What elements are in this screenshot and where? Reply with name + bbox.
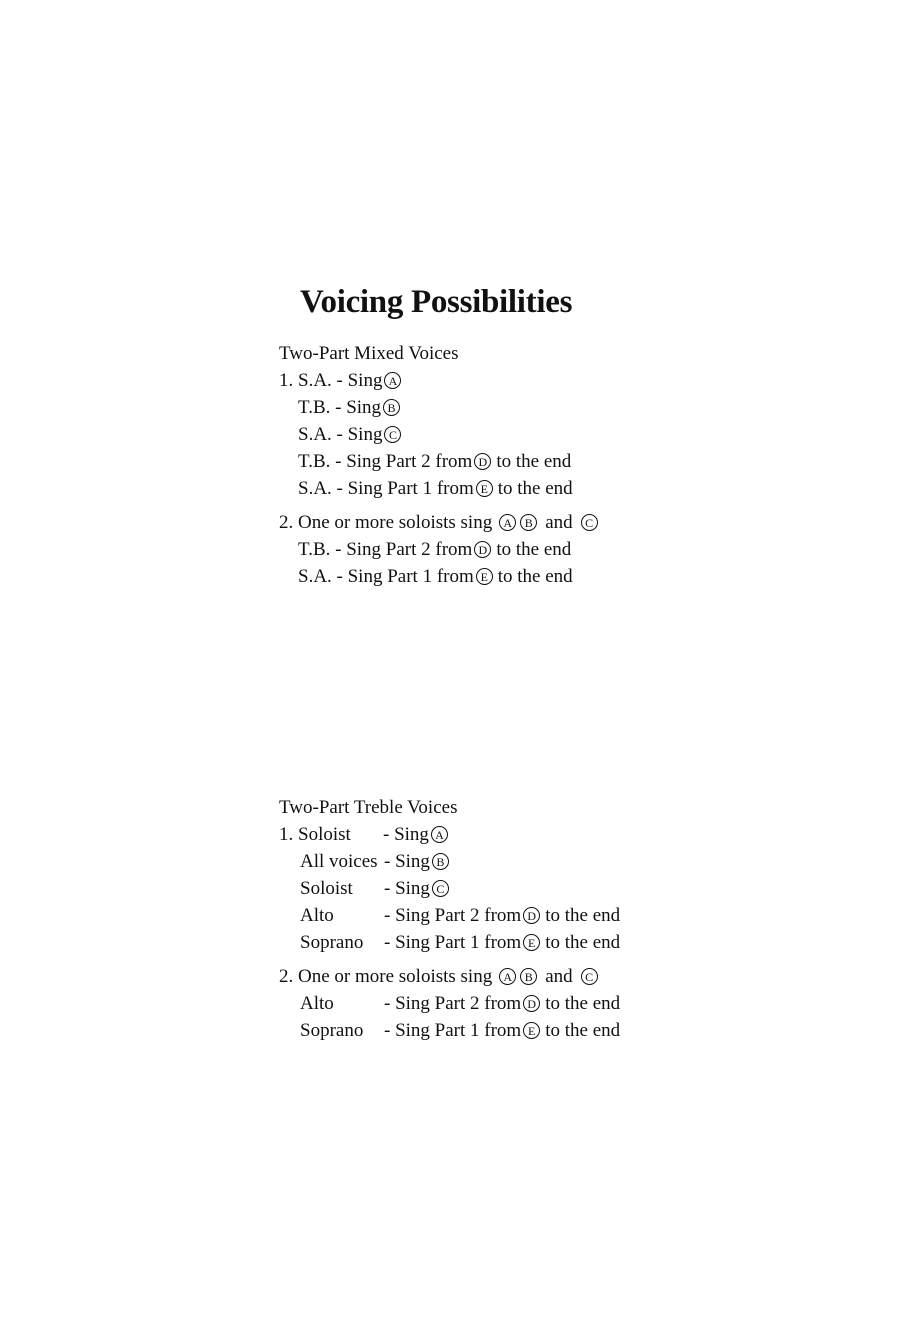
mixed-option-1-line-3 [279, 421, 600, 448]
instruction-text: S.A. - Sing Part 1 from [298, 566, 474, 587]
rehearsal-mark-b-icon: B [520, 514, 537, 531]
instruction-tail: to the end [496, 539, 572, 560]
mixed-voices-section [279, 340, 600, 590]
instruction-text: - Sing Part 1 from [384, 932, 522, 953]
instruction-text: S.A. - Sing Part 1 from [298, 478, 474, 499]
instruction-tail: to the end [545, 1020, 621, 1041]
mixed-option-2-intro [279, 509, 600, 536]
voice-role: Alto [300, 993, 334, 1014]
instruction-text: One or more soloists sing [298, 512, 493, 533]
rehearsal-mark-d-icon: D [523, 907, 540, 924]
mixed-option-1-line-2 [279, 394, 600, 421]
rehearsal-mark-b-icon: B [520, 968, 537, 985]
instruction-text: - Sing [383, 824, 429, 845]
option-number: 2. [279, 512, 294, 533]
instruction-tail: to the end [497, 566, 573, 587]
option-number: 1. [279, 370, 294, 391]
voice-role: All voices [300, 851, 378, 872]
page-title: Voicing Possibilities [300, 284, 573, 320]
instruction-text: T.B. - Sing [298, 397, 382, 418]
section-heading: Two-Part Mixed Voices [279, 343, 459, 364]
rehearsal-mark-e-icon: E [476, 480, 493, 497]
instruction-text: - Sing Part 1 from [384, 1020, 522, 1041]
option-number: 2. [279, 966, 294, 987]
voice-role: Soprano [300, 932, 364, 953]
rehearsal-mark-d-icon: D [523, 995, 540, 1012]
rehearsal-mark-c-icon: C [581, 968, 598, 985]
conjunction-text: and [545, 512, 573, 533]
rehearsal-mark-a-icon: A [499, 968, 516, 985]
rehearsal-mark-a-icon: A [384, 372, 401, 389]
mixed-option-2-line-2 [279, 563, 600, 590]
mixed-option-1-line-5 [279, 475, 600, 502]
rehearsal-mark-d-icon: D [474, 453, 491, 470]
voice-role: Alto [300, 905, 334, 926]
instruction-text: - Sing Part 2 from [384, 993, 522, 1014]
option-number: 1. [279, 824, 294, 845]
mixed-option-1-line-1 [279, 367, 600, 394]
instruction-text: - Sing Part 2 from [384, 905, 522, 926]
rehearsal-mark-b-icon: B [383, 399, 400, 416]
rehearsal-mark-c-icon: C [581, 514, 598, 531]
treble-voices-section [279, 794, 620, 1044]
voice-role: Soloist [300, 878, 353, 899]
instruction-text: T.B. - Sing Part 2 from [298, 451, 473, 472]
conjunction-text: and [545, 966, 573, 987]
instruction-tail: to the end [545, 993, 621, 1014]
rehearsal-mark-b-icon: B [432, 853, 449, 870]
treble-option-1-line-4 [279, 902, 620, 929]
instruction-text: S.A. - Sing [298, 370, 383, 391]
rehearsal-mark-e-icon: E [523, 1022, 540, 1039]
rehearsal-mark-e-icon: E [476, 568, 493, 585]
rehearsal-mark-d-icon: D [474, 541, 491, 558]
treble-option-1-line-5 [279, 929, 620, 956]
instruction-text: - Sing [384, 851, 430, 872]
treble-option-2-line-1 [279, 990, 620, 1017]
instruction-tail: to the end [496, 451, 572, 472]
instruction-text: S.A. - Sing [298, 424, 383, 445]
rehearsal-mark-e-icon: E [523, 934, 540, 951]
voice-role: Soprano [300, 1020, 364, 1041]
mixed-option-2-line-1 [279, 536, 600, 563]
instruction-tail: to the end [545, 932, 621, 953]
rehearsal-mark-a-icon: A [431, 826, 448, 843]
treble-option-2-line-2 [279, 1017, 620, 1044]
instruction-tail: to the end [497, 478, 573, 499]
instruction-text: One or more soloists sing [298, 966, 493, 987]
rehearsal-mark-c-icon: C [432, 880, 449, 897]
voice-role: Soloist [298, 824, 351, 845]
instruction-text: T.B. - Sing Part 2 from [298, 539, 473, 560]
instruction-text: - Sing [384, 878, 430, 899]
treble-option-1-line-3 [279, 875, 620, 902]
instruction-tail: to the end [545, 905, 621, 926]
mixed-option-1-line-4 [279, 448, 600, 475]
treble-option-1-line-2 [279, 848, 620, 875]
rehearsal-mark-c-icon: C [384, 426, 401, 443]
section-heading: Two-Part Treble Voices [279, 797, 458, 818]
rehearsal-mark-a-icon: A [499, 514, 516, 531]
treble-option-2-intro [279, 963, 620, 990]
treble-option-1-line-1 [279, 821, 620, 848]
